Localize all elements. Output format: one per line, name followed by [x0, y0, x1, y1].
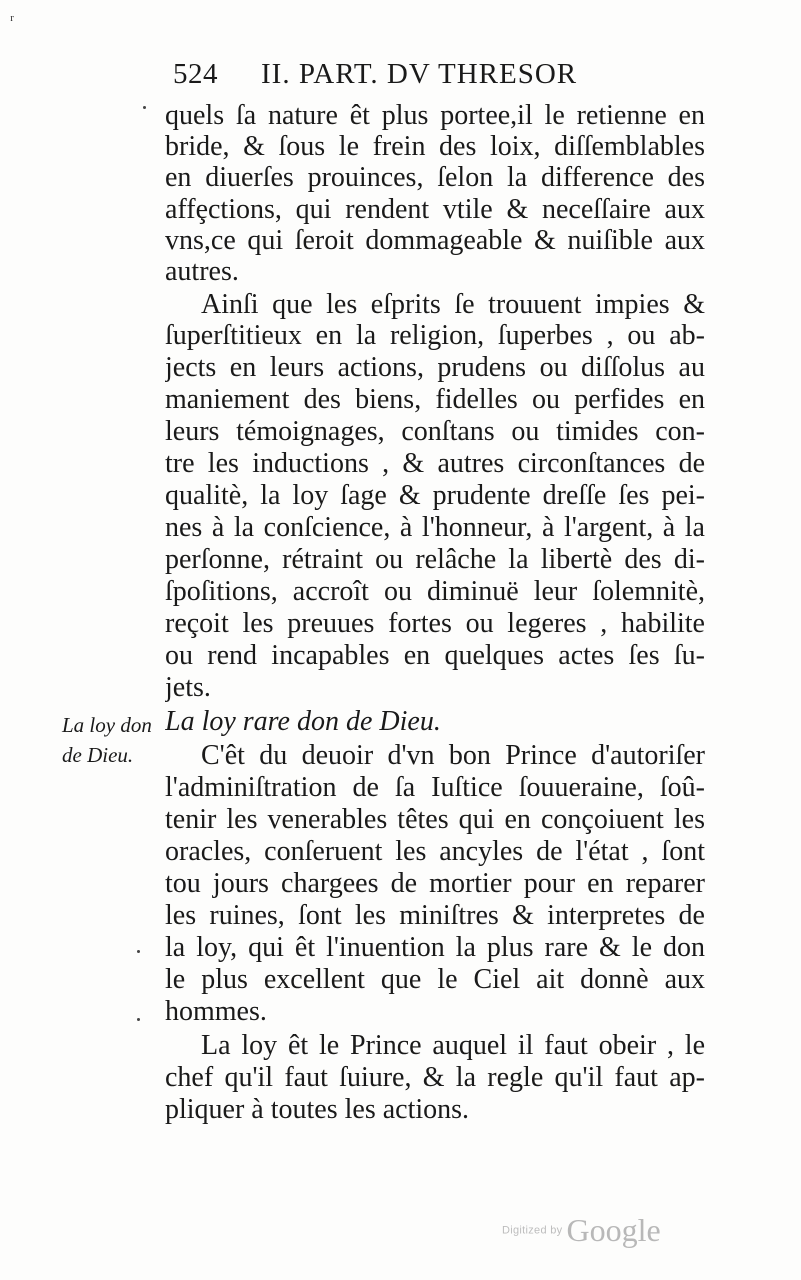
text-line: vns,ce qui ſeroit dommageable & nuiſible aux — [165, 225, 705, 256]
running-head: II. PART. DV THRESOR — [261, 58, 578, 90]
print-speck — [137, 1018, 140, 1021]
text-line: leurs témoignages, conſtans ou timides con- — [165, 416, 705, 447]
text-line: jects en leurs actions, prudens ou diſſolus au — [165, 352, 705, 383]
text-line: tre les inductions , & autres circonſtances de — [165, 448, 705, 479]
text-line: les ruines, ſont les miniſtres & interpretes de — [165, 900, 705, 931]
text-line: ſuperſtitieux en la religion, ſuperbes , ou ab- — [165, 320, 705, 351]
corner-mark: ʳ — [10, 10, 14, 30]
text-line: autres. — [165, 256, 239, 287]
text-line: Ainſi que les eſprits ſe trouuent impies & — [201, 289, 705, 320]
text-line: jets. — [165, 672, 211, 703]
text-line: C'êt du deuoir d'vn bon Prince d'autoriſer — [201, 740, 705, 771]
text-line: affȩctions, qui rendent vtile & neceſſaire aux — [165, 194, 705, 225]
text-line: quels ſa nature êt plus portee,il le retienne en — [165, 100, 705, 131]
text-line: maniement des biens, fidelles ou perfides en — [165, 384, 705, 415]
print-speck — [137, 950, 140, 953]
text-line: ſpoſitions, accroît ou diminuë leur ſolemnitè, — [165, 576, 705, 607]
page-number: 524 — [173, 58, 218, 90]
print-speck — [143, 106, 146, 109]
watermark-prefix: Digitized by — [502, 1224, 563, 1237]
text-line: en diuerſes prouinces, ſelon la difference des — [165, 162, 705, 193]
text-line: La loy êt le Prince auquel il faut obeir , le — [201, 1030, 705, 1061]
text-line: pliquer à toutes les actions. — [165, 1094, 470, 1125]
text-line: ou rend incapables en quelques actes ſes ſu- — [165, 640, 705, 671]
page-header — [173, 58, 703, 94]
text-line: chef qu'il faut ſuiure, & la regle qu'il faut ap- — [165, 1062, 705, 1093]
text-line: perſonne, rétraint ou relâche la libertè des di- — [165, 544, 705, 575]
text-line: hommes. — [165, 996, 267, 1027]
text-line: le plus excellent que le Ciel ait donnè aux — [165, 964, 705, 995]
margin-note-line: de Dieu. — [62, 743, 134, 767]
section-heading: La loy rare don de Dieu. — [165, 706, 441, 737]
text-line: tenir les venerables têtes qui en conçoiuent les — [165, 804, 705, 835]
text-line: la loy, qui êt l'inuention la plus rare & le don — [165, 932, 705, 963]
text-line: tou jours chargees de mortier pour en reparer — [165, 868, 705, 899]
text-line: qualitè, la loy ſage & prudente dreſſe ſes pei- — [165, 480, 705, 511]
digitized-watermark — [502, 1212, 661, 1252]
watermark-brand: Google — [566, 1212, 661, 1248]
text-line: nes à la conſcience, à l'honneur, à l'argent, à la — [165, 512, 705, 543]
margin-note-line: La loy don — [62, 713, 152, 737]
text-line: bride, & ſous le frein des loix, diſſemblables — [165, 131, 705, 162]
text-line: l'adminiſtration de ſa Iuſtice ſouueraine, ſoû- — [165, 772, 705, 803]
text-line: reçoit les preuues fortes ou legeres , habilite — [165, 608, 705, 639]
text-line: oracles, conſeruent les ancyles de l'état , ſont — [165, 836, 705, 867]
